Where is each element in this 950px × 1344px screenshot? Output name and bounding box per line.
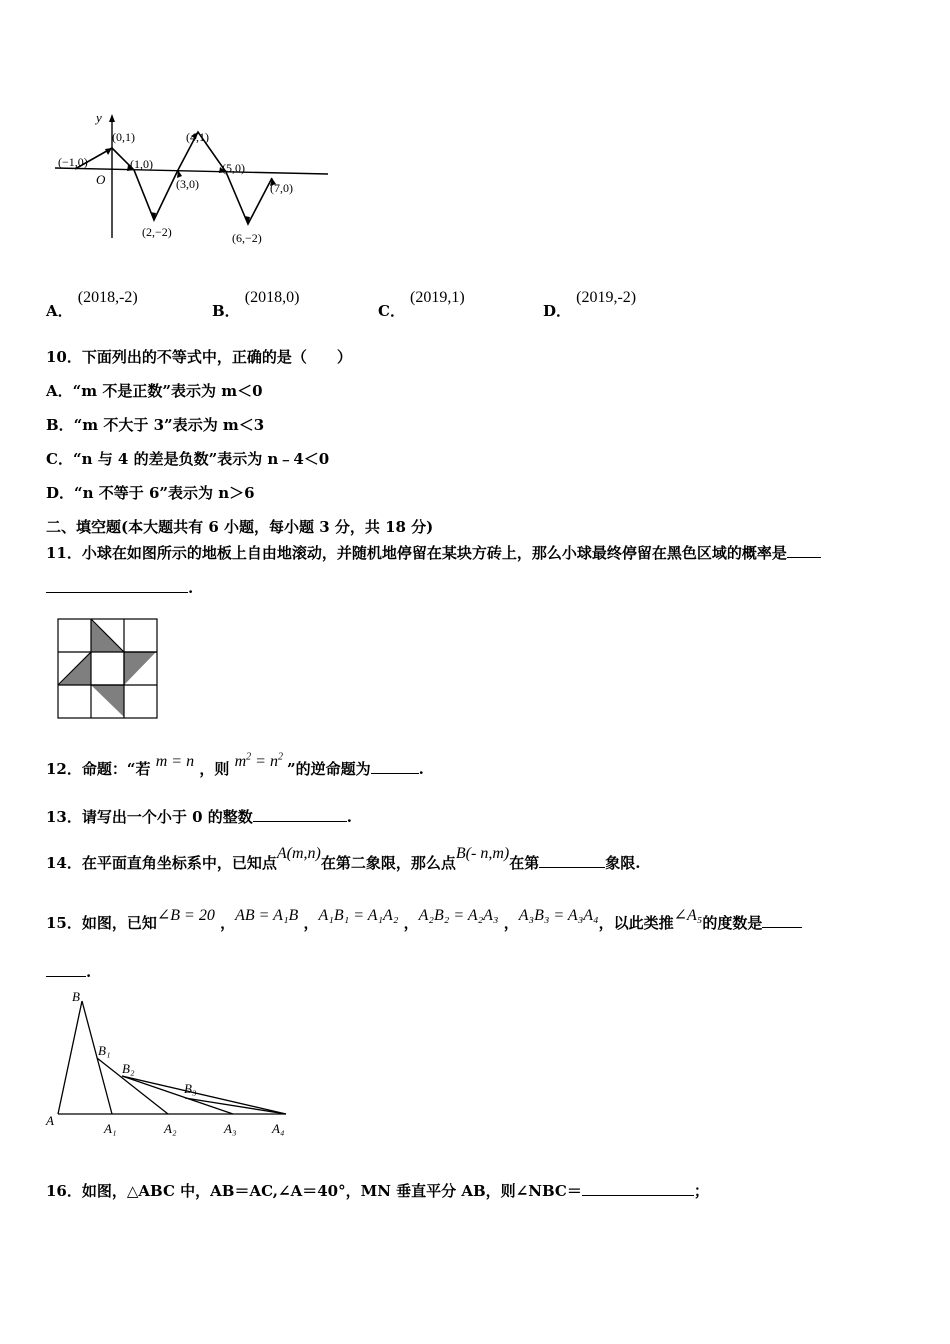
- graph-label-3-0: (3,0): [176, 177, 199, 191]
- q15-line: 15．如图，已知∠B = 20 ，AB = A₁B ，A₁B₁ = A₁A₂ ，A₂B₂ = A₂A₃ ，A₃B₃ = A₃A₄，以此类推∠A₅的度数是: [46, 912, 802, 933]
- shaded-triangle: [91, 685, 124, 717]
- q14-point-a: A(m,n): [276, 845, 321, 862]
- fig15-label-a1: A₁: [104, 1121, 117, 1136]
- q11-continued: [46, 578, 193, 597]
- option-value: (2019,-2): [576, 289, 637, 306]
- section-heading: 二、填空题(本大题共有 6 小题，每小题 3 分，共 18 分): [46, 518, 434, 536]
- graph-label-7-0: (7,0): [270, 181, 293, 195]
- answer-blank: [582, 1181, 694, 1196]
- q15-cond-3: A₂B₂ = A₂A₃: [418, 907, 499, 924]
- q11-text: 11．小球在如图所示的地板上自由地滚动，并随机地停留在某块方砖上，那么小球最终停留在黑色区域的概率是: [46, 544, 787, 562]
- triangle-sequence-figure: [40, 985, 300, 1141]
- graph-label-5-0: (5,0): [222, 161, 245, 175]
- q9-option-d: [543, 286, 637, 320]
- fig15-label-a2: A₂: [164, 1121, 177, 1136]
- fig15-label-b1: B₁: [98, 1043, 111, 1058]
- fig15-label-a3: A₃: [224, 1121, 237, 1136]
- q15-post: ，以此类推: [598, 914, 674, 932]
- q15-cond-4: A₃B₃ = A₃A₄: [518, 907, 599, 924]
- option-value: (2018,-2): [77, 289, 138, 306]
- graph-label-1-0: (1,0): [130, 157, 153, 171]
- tile-floor-figure: [57, 618, 159, 720]
- q13-line: 13．请写出一个小于 0 的整数 .: [46, 808, 352, 826]
- q12-math-2: $m^2 = n^2$: [234, 751, 283, 770]
- answer-blank: [46, 962, 86, 977]
- q12-line: 12．命题：“若 m = n ，则 $m^2 = n^2$ ”的逆命题为 .: [46, 751, 424, 778]
- graph-label-0-1: (0,1): [112, 130, 135, 144]
- q14-mid2: 在第: [509, 854, 540, 872]
- q15-cond-1: AB = A₁B: [235, 907, 299, 924]
- q10-option-a: A．“m 不是正数”表示为 m＜0: [46, 382, 263, 400]
- q10-stem: 10．下面列出的不等式中，正确的是（ ）: [46, 348, 352, 366]
- graph-label-m1-0: (−1,0): [58, 155, 88, 169]
- answer-blank: [787, 543, 821, 558]
- q15-continued: .: [46, 962, 91, 981]
- q14-line: [46, 845, 641, 873]
- graph-label-6-m2: (6,−2): [232, 231, 262, 245]
- q13-pre: 13．请写出一个小于 0 的整数: [46, 808, 253, 826]
- fig15-label-b2: B₂: [122, 1061, 135, 1076]
- q10-option-c: C．“n 与 4 的差是负数”表示为 n﹣4＜0: [46, 450, 330, 468]
- option-value: (2018,0): [244, 289, 300, 306]
- zigzag-coordinate-graph: [50, 108, 340, 250]
- q11-stem: [46, 542, 821, 563]
- q15-cond-2: A₁B₁ = A₁A₂: [318, 907, 399, 924]
- q12-mid: ，则: [199, 760, 230, 778]
- q10-option-d: D．“n 不等于 6”表示为 n＞6: [46, 484, 255, 502]
- q15-angle-b: ∠B = 20: [156, 907, 215, 924]
- graph-label-y: y: [96, 110, 102, 125]
- q12-pre: 12．命题：“若: [46, 760, 151, 778]
- option-letter: D．: [543, 302, 572, 320]
- option-value: (2019,1): [410, 289, 465, 306]
- q15-pre: 15．如图，已知: [46, 914, 157, 932]
- option-letter: C．: [378, 302, 405, 320]
- answer-blank: [762, 913, 802, 928]
- q16-line: 16．如图，△ABC 中，AB＝AC,∠A＝40°，MN 垂直平分 AB，则∠NBC＝ ；: [46, 1182, 709, 1200]
- shaded-triangle: [124, 652, 156, 685]
- q14-point-b: B(- n,m): [455, 845, 510, 862]
- graph-label-2-m2: (2,−2): [142, 225, 172, 239]
- q16-text: 16．如图，△ABC 中，AB＝AC,∠A＝40°，MN 垂直平分 AB，则∠NBC＝: [46, 1182, 582, 1200]
- q11-tail: .: [188, 579, 194, 597]
- answer-blank: [46, 578, 188, 593]
- answer-blank: [539, 853, 605, 868]
- option-letter: A．: [46, 302, 73, 320]
- answer-blank: [371, 759, 419, 774]
- q9-option-c: [378, 286, 465, 320]
- q12-math-1: m = n: [155, 753, 195, 770]
- fig15-label-a4: A₄: [272, 1121, 285, 1136]
- fig15-label-b3: B₃: [184, 1081, 197, 1096]
- q15-post2: 的度数是: [702, 914, 763, 932]
- q9-option-b: [212, 286, 300, 320]
- q9-option-a: [46, 286, 138, 320]
- q12-post: ”的逆命题为: [286, 760, 371, 778]
- answer-blank: [253, 807, 347, 822]
- q14-tail: 象限.: [605, 854, 641, 872]
- q14-mid: 在第二象限，那么点: [320, 854, 456, 872]
- q14-pre: 14．在平面直角坐标系中，已知点: [46, 854, 277, 872]
- q10-option-b: B．“m 不大于 3”表示为 m＜3: [46, 416, 265, 434]
- fig15-label-a: A: [46, 1113, 54, 1128]
- graph-label-4-1: (4,1): [186, 130, 209, 144]
- option-letter: B．: [212, 302, 240, 320]
- fig15-label-b: B: [72, 989, 80, 1004]
- q15-angle-a5: ∠A₅: [673, 907, 703, 924]
- graph-label-origin: O: [96, 172, 106, 187]
